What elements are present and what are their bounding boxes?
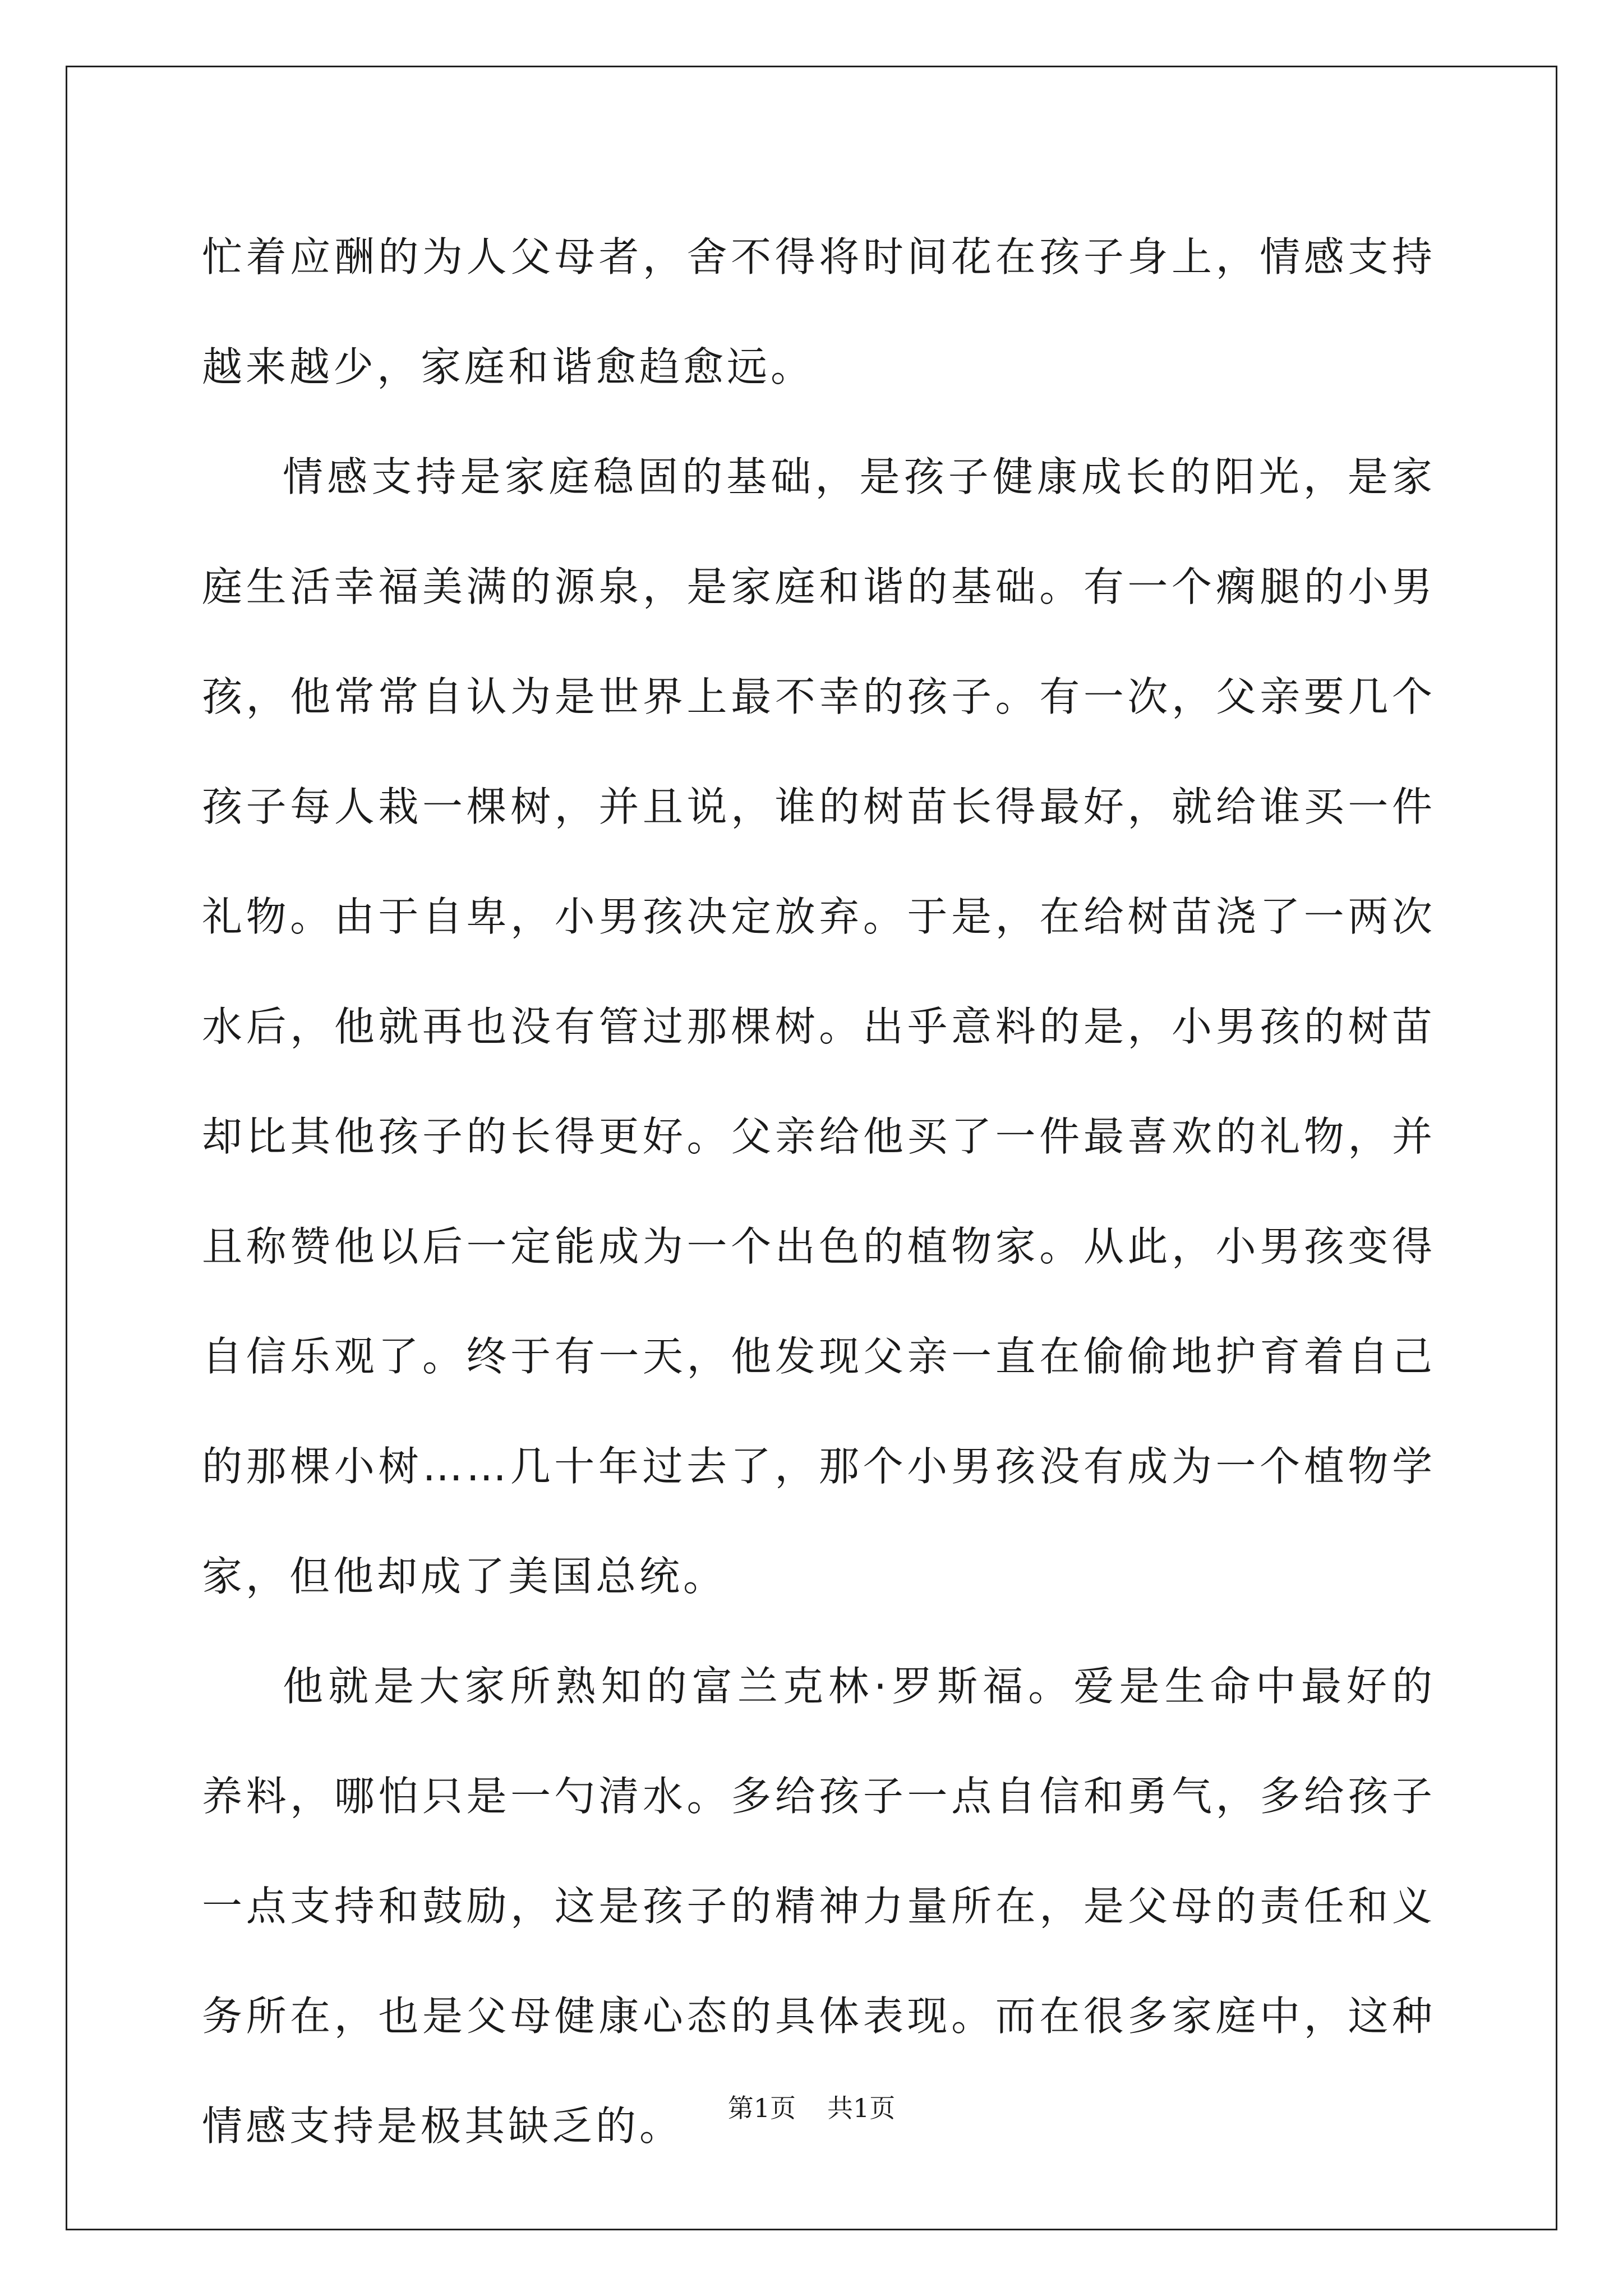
paragraph-3: 他就是大家所熟知的富兰克林·罗斯福。爱是生命中最好的养料，哪怕只是一勺清水。多给孩子一点自信和勇气，多给孩子一点支持和鼓励，这是孩子的精神力量所在，是父母的责任和义务所在，也是父母健康心态的具体表现。而在很多家庭中，这种情感支持是极其缺乏的。 <box>202 1663 1436 2150</box>
page-footer <box>0 2091 1623 2125</box>
paragraph-1: 忙着应酬的为人父母者，舍不得将时间花在孩子身上，情感支持越来越少，家庭和谐愈趋愈远。 <box>202 233 1436 390</box>
document-body <box>202 202 1436 2181</box>
page-number-total: 共1页 <box>827 2093 896 2123</box>
page-number-current: 第1页 <box>727 2093 796 2123</box>
paragraph-2: 情感支持是家庭稳固的基础，是孩子健康成长的阳光，是家庭生活幸福美满的源泉，是家庭和谐的基础。有一个瘸腿的小男孩，他常常自认为是世界上最不幸的孩子。有一次，父亲要几个孩子每人栽一棵树，并且说，谁的树苗长得最好，就给谁买一件礼物。由于自卑，小男孩决定放弃。于是，在给树苗浇了一两次水后，他就再也没有管过那棵树。出乎意料的是，小男孩的树苗却比其他孩子的长得更好。父亲给他买了一件最喜欢的礼物，并且称赞他以后一定能成为一个出色的植物家。从此，小男孩变得自信乐观了。终于有一天，他发现父亲一直在偷偷地护育着自己的那棵小树……几十年过去了，那个小男孩没有成为一个植物学家，但他却成了美国总统。 <box>202 453 1436 1600</box>
